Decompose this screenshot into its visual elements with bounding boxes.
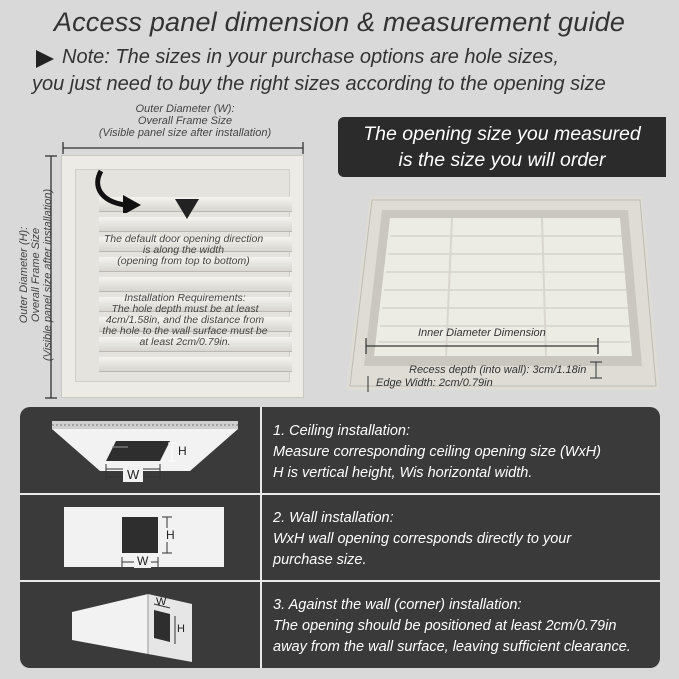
down-triangle-icon [174, 197, 200, 221]
installation-requirements-text [85, 293, 285, 348]
ceiling-line2: H is vertical height, Wis horizontal width. [273, 465, 533, 481]
install-line2: The hole depth must be at least [111, 303, 259, 315]
ceiling-title: 1. Ceiling installation: [273, 423, 411, 439]
banner-line2: is the size you will order [398, 149, 606, 171]
install-line1: Installation Requirements: [124, 292, 246, 304]
wall-text [273, 508, 658, 571]
outer-width-label [60, 103, 310, 139]
play-arrow-icon [36, 50, 54, 68]
outer-height-line1: Outer Diameter (H): [18, 226, 30, 324]
recess-depth-label: Recess depth (into wall): 3cm/1.18in [409, 364, 587, 376]
width-dimension-arrow [60, 141, 306, 155]
inner-diameter-label: Inner Diameter Dimension [418, 327, 546, 339]
ceiling-line1: Measure corresponding ceiling opening size (WxH) [273, 444, 602, 460]
wall-diagram [20, 495, 260, 580]
outer-height-line3: (Visible panel size after installation) [42, 188, 54, 362]
ceiling-h-label: H [178, 444, 187, 458]
corner-illustration [20, 582, 260, 668]
banner-line1: The opening size you measured [363, 123, 641, 145]
installation-table [20, 407, 660, 668]
wall-title: 2. Wall installation: [273, 510, 394, 526]
install-line5: at least 2cm/0.79in. [139, 336, 231, 348]
wall-w-label: W [134, 554, 151, 568]
table-row-ceiling [20, 407, 660, 493]
outer-height-line2: Overall Frame Size [30, 227, 42, 323]
outer-width-line1: Outer Diameter (W): [135, 103, 235, 115]
corner-w-label: W [156, 596, 167, 608]
corner-diagram [20, 582, 260, 668]
door-direction-line1: The default door opening direction [103, 233, 264, 245]
corner-line2: away from the wall surface, leaving sufficient clearance. [273, 639, 631, 655]
page-title: Access panel dimension & measurement guide [53, 7, 626, 37]
corner-title: 3. Against the wall (corner) installation: [273, 597, 522, 613]
ceiling-text [273, 421, 658, 484]
corner-h-label: H [177, 623, 185, 635]
install-line3: 4cm/1.58in, and the distance from [105, 314, 265, 326]
note-line-2: you just need to buy the right sizes according to the opening size [32, 73, 606, 95]
corner-text [273, 595, 658, 658]
ceiling-diagram [20, 407, 260, 493]
door-direction-line3: (opening from top to bottom) [117, 255, 250, 267]
door-direction-line2: is along the width [142, 244, 225, 256]
door-direction-text [91, 234, 276, 267]
note-line-1: Note: The sizes in your purchase options are hole sizes, [62, 46, 559, 68]
install-line4: the hole to the wall surface must be [102, 325, 268, 337]
access-panel-front [61, 155, 304, 398]
curved-arrow-icon [79, 165, 149, 213]
outer-width-line3: (Visible panel size after installation) [98, 127, 272, 139]
table-row-wall [20, 495, 660, 580]
wall-h-label: H [163, 528, 178, 542]
outer-width-line2: Overall Frame Size [137, 115, 233, 127]
edge-width-label: Edge Width: 2cm/0.79in [376, 377, 493, 389]
wall-line1: WxH wall opening corresponds directly to your [273, 531, 572, 547]
wall-line2: purchase size. [273, 552, 367, 568]
ceiling-w-label: W [123, 467, 143, 482]
corner-line1: The opening should be positioned at least 2cm/0.79in [273, 618, 617, 634]
table-row-corner [20, 582, 660, 668]
height-dimension-arrow [44, 153, 58, 401]
order-size-banner [338, 117, 666, 177]
